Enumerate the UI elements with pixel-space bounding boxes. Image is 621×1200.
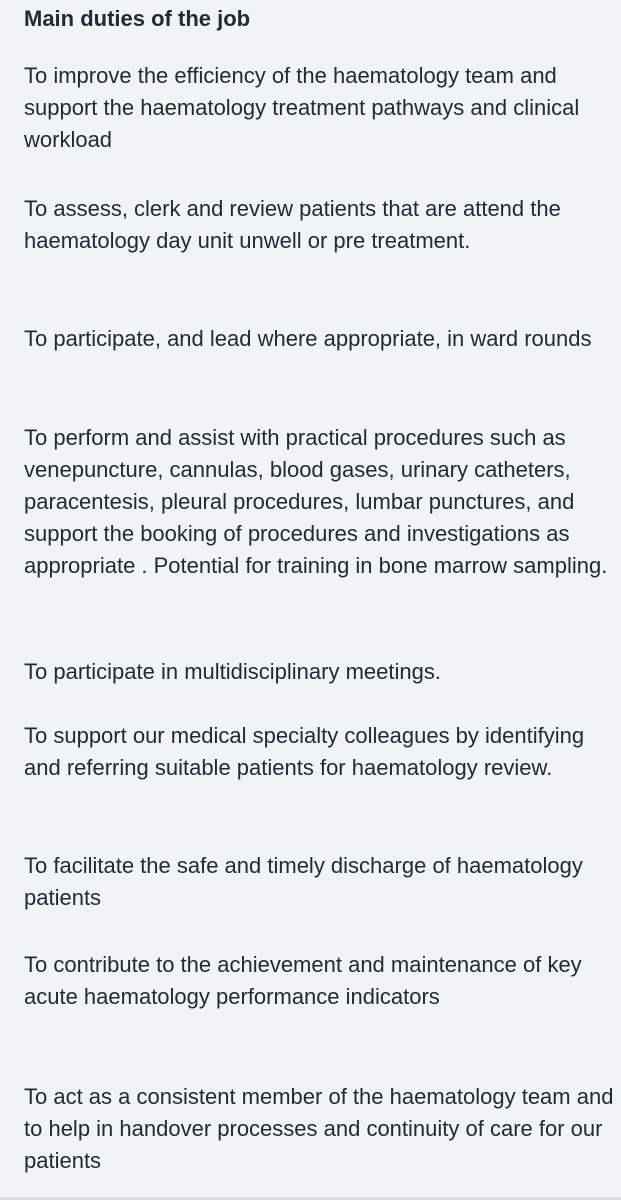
duty-item: To contribute to the achievement and maintenance of key acute haematology performance indicators (24, 952, 582, 1009)
duty-item: To perform and assist with practical procedures such as venepuncture, cannulas, blood gases, urinary catheters, paracentesis, pleural procedures, lumbar punctures, and support the booking of procedures and investigations as appropriate . Potential for training in bone marrow sampling. (24, 425, 608, 578)
duty-item: To assess, clerk and review patients that are attend the haematology day unit unwell or pre treatment. (24, 196, 561, 253)
duty-item: To participate, and lead where appropriate, in ward rounds (24, 326, 592, 351)
duty-item: To participate in multidisciplinary meetings. (24, 659, 441, 684)
section-heading: Main duties of the job (24, 6, 251, 31)
duty-item: To facilitate the safe and timely discharge of haematology patients (24, 853, 583, 910)
duty-item: To act as a consistent member of the haematology team and to help in handover processes and continuity of care for our patients (24, 1084, 614, 1173)
duty-item: To support our medical specialty colleagues by identifying and referring suitable patients for haematology review. (24, 723, 585, 780)
duty-item: To improve the efficiency of the haematology team and support the haematology treatment pathways and clinical workload (24, 63, 580, 152)
